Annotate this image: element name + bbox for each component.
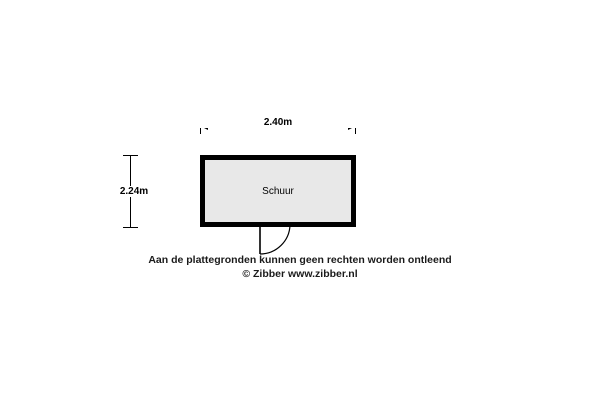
footer-disclaimer-line-1: Aan de plattegronden kunnen geen rechten worden ontleend xyxy=(148,254,452,266)
footer-copyright-line: © Zibber www.zibber.nl xyxy=(242,268,358,280)
dimension-height-label: 2.24m xyxy=(112,186,156,197)
dimension-tick-bottom xyxy=(123,227,138,228)
dimension-width-label: 2.40m xyxy=(200,117,356,128)
room-label-schuur: Schuur xyxy=(262,186,294,197)
footer-disclaimer xyxy=(0,253,600,281)
